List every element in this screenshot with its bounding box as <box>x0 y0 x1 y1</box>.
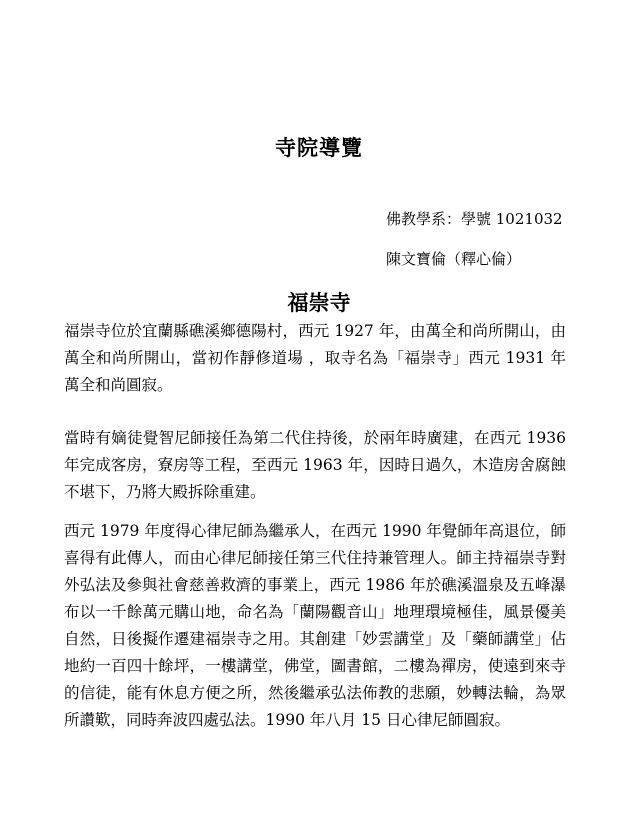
paragraph-third-abbess: 西元 1979 年度得心律尼師為繼承人，在西元 1990 年覺師年高退位，師喜得有此傳人，而由心律尼師接任第三代住持兼管理人。師主持福崇寺對外弘法及參與社會慈善救濟的事業上，西元 1986 年於礁溪溫泉及五峰瀑布以一千餘萬元購山地，命名為「蘭陽觀音山」地理環境極佳，風景優美自然，日後擬作遷建福崇寺之用。其創建「妙雲講堂」及「藥師講堂」佔地約一百四十餘坪，一樓講堂，佛堂，圖書館，二樓為禪房，使遠到來寺的信徒，能有休息方便之所，然後繼承弘法佈教的悲願，妙轉法輪，為眾所讚歎，同時奔波四處弘法。1990 年八月 15 日心律尼師圓寂。 <box>64 522 566 729</box>
author-name: 陳文寶倫（釋心倫） <box>386 250 522 268</box>
author-department: 佛教學系：學號 1021032 <box>386 210 563 228</box>
section-title: 福崇寺 <box>287 291 351 315</box>
paragraph-second-abbess: 當時有嫡徒覺智尼師接任為第二代住持後，於兩年時廣建，在西元 1936 年完成客房，寮房等工程，至西元 1963 年，因時日過久，木造房舍腐蝕不堪下，乃將大殿拆除重建。 <box>64 429 566 501</box>
paragraph-history: 福崇寺位於宜蘭縣礁溪鄉德陽村，西元 1927 年，由萬全和尚所開山，由萬全和尚所開山，當初作靜修道場 ，取寺名為「福崇寺」西元 1931 年萬全和尚圓寂。 <box>64 322 566 394</box>
page-title: 寺院導覽 <box>275 136 363 160</box>
